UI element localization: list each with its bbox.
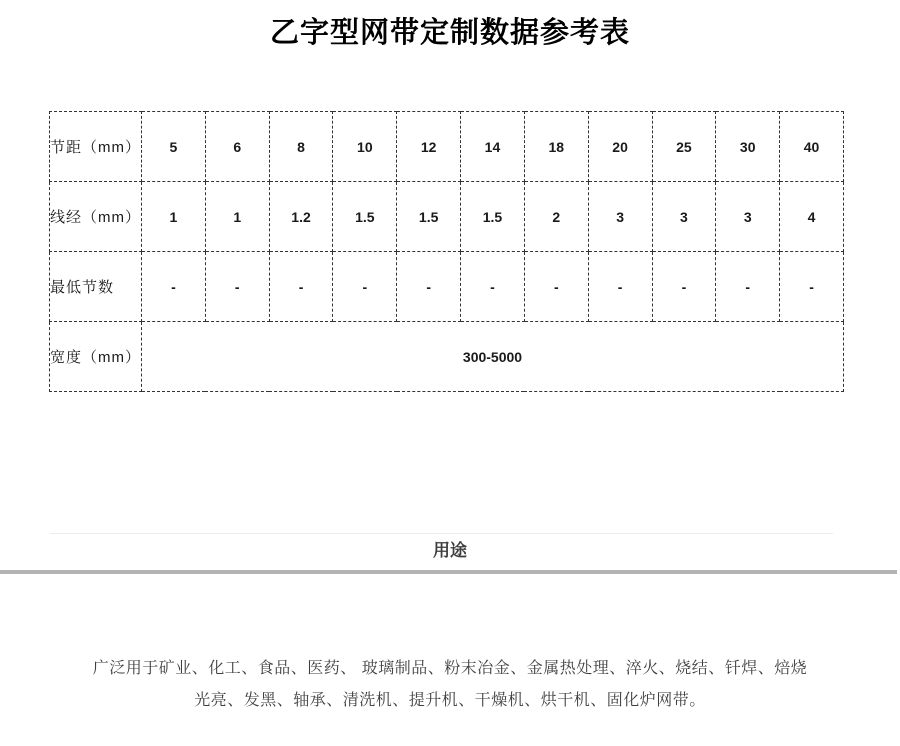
wire-value: 3 [652,182,716,252]
wire-value: 1 [142,182,206,252]
min-links-value: - [205,252,269,322]
wire-value: 2 [524,182,588,252]
row-label-min-links: 最低节数 [50,252,142,322]
pitch-value: 40 [780,112,844,182]
min-links-value: - [461,252,525,322]
pitch-value: 14 [461,112,525,182]
min-links-value: - [142,252,206,322]
wire-value: 3 [716,182,780,252]
pitch-value: 12 [397,112,461,182]
table-row-width [50,322,844,392]
wire-value: 1.5 [333,182,397,252]
row-label-width: 宽度（mm） [50,322,142,392]
wire-value: 1.2 [269,182,333,252]
spec-table [49,111,844,392]
min-links-value: - [333,252,397,322]
min-links-value: - [716,252,780,322]
wire-value: 1 [205,182,269,252]
thin-divider [50,533,833,534]
min-links-value: - [652,252,716,322]
pitch-value: 6 [205,112,269,182]
usage-body-line: 广泛用于矿业、化工、食品、医药、 玻璃制品、粉末冶金、金属热处理、淬火、烧结、钎焊、焙烧 [92,660,808,677]
pitch-value: 8 [269,112,333,182]
pitch-value: 20 [588,112,652,182]
wire-value: 4 [780,182,844,252]
min-links-value: - [397,252,461,322]
pitch-value: 18 [524,112,588,182]
wire-value: 3 [588,182,652,252]
usage-body-text [0,653,900,717]
min-links-value: - [524,252,588,322]
width-range-value: 300-5000 [142,322,844,392]
wire-value: 1.5 [397,182,461,252]
table-row-wire [50,182,844,252]
min-links-value: - [269,252,333,322]
page-title: 乙字型网带定制数据参考表 [269,17,630,49]
table-row-pitch [50,112,844,182]
min-links-value: - [588,252,652,322]
pitch-value: 5 [142,112,206,182]
row-label-wire: 线经（mm） [50,182,142,252]
pitch-value: 30 [716,112,780,182]
pitch-value: 25 [652,112,716,182]
usage-body-line: 光亮、发黑、轴承、清洗机、提升机、干燥机、烘干机、固化炉网带。 [194,692,706,709]
min-links-value: - [780,252,844,322]
wire-value: 1.5 [461,182,525,252]
usage-section-heading: 用途 [433,541,467,560]
pitch-value: 10 [333,112,397,182]
thick-divider [0,570,897,574]
row-label-pitch: 节距（mm） [50,112,142,182]
table-row-min-links [50,252,844,322]
